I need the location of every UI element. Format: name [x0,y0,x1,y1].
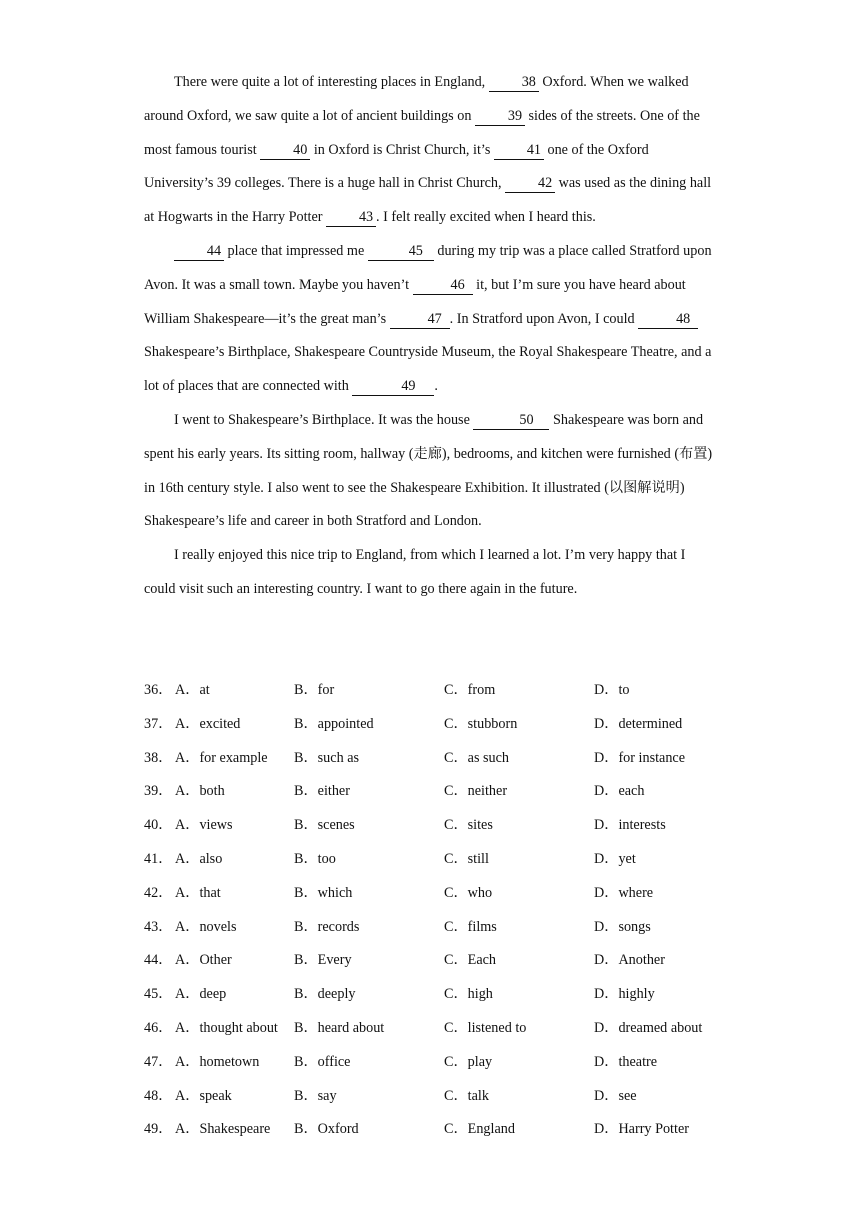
option-a[interactable] [175,1080,232,1114]
option-text: hometown [199,1053,260,1070]
option-letter: D． [594,850,619,867]
option-letter: C． [444,918,468,935]
option-text: heard about [317,1019,385,1036]
passage-text: . [434,378,438,395]
question-row [144,1080,744,1114]
option-letter: A． [175,1053,200,1070]
option-text: neither [467,783,508,800]
question-number: 43． [144,918,173,935]
option-text: also [199,850,223,867]
option-text: for [317,682,335,698]
option-letter: B． [294,918,318,935]
option-letter: C． [444,850,468,867]
option-letter: C． [444,682,468,698]
option-d[interactable] [594,708,682,742]
option-b[interactable] [294,911,359,945]
option-letter: D． [594,682,619,698]
option-text: Other [199,952,232,969]
option-text: who [467,884,493,901]
question-row [144,1046,744,1080]
question-number: 41． [144,850,173,867]
option-b[interactable] [294,708,374,742]
question-number: 37． [144,715,173,732]
option-letter: C． [444,1019,468,1036]
passage-text: . I felt really excited when I heard this. [376,209,596,226]
passage-text: during my trip was a place called Stratford upon Avon. It was a small town. Maybe you haven’t [144,242,712,293]
blank-42: 42 [505,174,555,193]
option-text: highly [618,986,655,1003]
question-row [144,1012,744,1046]
question-number: 39． [144,783,173,800]
option-a[interactable] [175,877,221,911]
paragraph-3 [144,404,718,539]
answer-options [144,674,744,1147]
option-c[interactable] [444,911,497,945]
passage-text: place that impressed me [224,242,368,259]
question-row [144,1113,744,1147]
option-text: interests [618,817,666,834]
blank-48: 48 [638,310,698,329]
option-letter: A． [175,1121,200,1138]
option-text: say [317,1087,337,1104]
option-b[interactable] [294,1012,384,1046]
option-text: scenes [317,817,355,834]
option-d[interactable] [594,1080,637,1114]
blank-44: 44 [174,242,224,261]
option-letter: D． [594,715,619,732]
question-number: 48． [144,1087,173,1104]
option-b[interactable] [294,809,355,843]
option-text: films [467,918,497,935]
option-b[interactable] [294,775,350,809]
passage-text: Shakespeare was born and spent his early years. Its sitting room, hallway (走廊), bedrooms, and kitchen were furnished (布置) in 16th century style. I also went to see the Shakespeare Exhibition. It illustrated (以图解说明) Shakespeare’s life and career in both Stratford and London. [144,411,713,530]
option-d[interactable] [594,843,636,877]
option-letter: A． [175,749,200,766]
option-letter: B． [294,749,318,766]
option-text: Another [618,952,665,969]
option-text: yet [618,850,636,867]
question-row [144,775,744,809]
option-letter: C． [444,783,468,800]
option-letter: D． [594,986,619,1003]
question-row [144,877,744,911]
option-letter: A． [175,1019,200,1036]
option-b[interactable] [294,674,334,708]
reading-passage [144,66,718,607]
option-text: office [317,1053,351,1070]
option-letter: B． [294,884,318,901]
option-letter: C． [444,749,468,766]
option-text: novels [199,918,237,935]
option-letter: A． [175,715,200,732]
option-d[interactable] [594,944,665,978]
option-letter: D． [594,749,619,766]
option-c[interactable] [444,978,493,1012]
option-b[interactable] [294,944,352,978]
question-row [144,809,744,843]
option-c[interactable] [444,742,509,776]
option-d[interactable] [594,1113,689,1147]
option-letter: B． [294,1053,318,1070]
option-d[interactable] [594,978,655,1012]
option-text: theatre [618,1053,658,1070]
option-text: records [317,918,360,935]
option-b[interactable] [294,1113,359,1147]
option-letter: A． [175,918,200,935]
question-number: 46． [144,1019,173,1036]
option-text: dreamed about [618,1019,703,1036]
option-text: too [317,850,336,867]
option-a[interactable] [175,978,226,1012]
option-letter: D． [594,1019,619,1036]
passage-text: in Oxford is Christ Church, it’s [310,141,494,158]
option-letter: B． [294,952,318,969]
option-text: deeply [317,986,356,1003]
option-text: which [317,884,353,901]
passage-text: There were quite a lot of interesting places in England, [174,74,489,90]
option-letter: D． [594,1087,619,1104]
paragraph-1 [144,66,718,235]
option-letter: D． [594,1053,619,1070]
option-c[interactable] [444,809,493,843]
option-letter: B． [294,783,318,800]
passage-text: I really enjoyed this nice trip to England, from which I learned a lot. I’m very happy that I could visit such an interesting country. I want to go there again in the future. [144,547,686,597]
option-letter: D． [594,918,619,935]
option-text: as such [467,749,510,766]
option-letter: B． [294,682,318,698]
option-letter: A． [175,783,200,800]
option-a[interactable] [175,742,268,776]
question-row [144,843,744,877]
option-letter: C． [444,884,468,901]
option-text: play [467,1053,493,1070]
question-number: 42． [144,884,173,901]
option-text: Oxford [317,1121,359,1138]
option-d[interactable] [594,911,651,945]
option-b[interactable] [294,1080,337,1114]
option-text: each [618,783,645,800]
option-c[interactable] [444,775,507,809]
option-a[interactable] [175,944,232,978]
passage-text: one of the Oxford University’s 39 colleges. There is a huge hall in Christ Church, [144,141,649,192]
option-text: deep [199,986,227,1003]
option-letter: C． [444,1087,468,1104]
blank-47: 47 [390,310,450,329]
option-letter: A． [175,1087,200,1104]
blank-45: 45 [368,242,434,261]
question-number: 44． [144,952,173,969]
blank-38: 38 [489,73,539,92]
option-text: still [467,850,489,867]
question-row [144,944,744,978]
blank-46: 46 [413,276,473,295]
option-b[interactable] [294,742,359,776]
option-letter: C． [444,715,468,732]
option-a[interactable] [175,843,222,877]
option-text: Each [467,952,497,969]
option-text: appointed [317,715,374,732]
option-a[interactable] [175,674,210,708]
option-letter: C． [444,1121,468,1138]
option-text: from [467,682,496,698]
option-letter: C． [444,817,468,834]
option-letter: C． [444,952,468,969]
option-text: thought about [199,1019,278,1036]
option-text: sites [467,817,493,834]
option-b[interactable] [294,1046,350,1080]
option-text: that [199,884,221,901]
option-text: stubborn [467,715,518,732]
passage-text: sides of the streets. One of the most famous tourist [144,107,700,158]
option-text: Shakespeare [199,1121,271,1138]
paragraph-4 [144,539,718,607]
option-text: at [199,682,210,698]
question-row [144,708,744,742]
passage-text: Shakespeare’s Birthplace, Shakespeare Countryside Museum, the Royal Shakespeare Theatre, and a lot of places that are connected with [144,344,712,395]
option-text: views [199,817,233,834]
option-a[interactable] [175,1046,259,1080]
option-letter: B． [294,850,318,867]
option-letter: C． [444,986,468,1003]
option-text: where [618,884,654,901]
option-d[interactable] [594,674,629,708]
passage-text: . In Stratford upon Avon, I could [449,310,639,327]
option-c[interactable] [444,1080,489,1114]
option-letter: D． [594,1121,619,1138]
option-text: England [467,1121,515,1138]
option-text: excited [199,715,241,732]
question-row [144,911,744,945]
option-d[interactable] [594,877,653,911]
blank-49: 49 [352,377,434,396]
option-a[interactable] [175,809,233,843]
option-letter: B． [294,986,318,1003]
paragraph-2 [144,235,718,404]
option-text: speak [199,1087,232,1104]
question-number: 45． [144,986,173,1003]
option-c[interactable] [444,1012,526,1046]
option-d[interactable] [594,775,644,809]
option-text: talk [467,1087,489,1104]
option-letter: B． [294,715,318,732]
option-a[interactable] [175,775,225,809]
question-row [144,978,744,1012]
option-letter: B． [294,1087,318,1104]
option-b[interactable] [294,978,355,1012]
option-c[interactable] [444,1113,515,1147]
option-a[interactable] [175,911,236,945]
passage-text: I went to Shakespeare’s Birthplace. It was the house [174,411,474,428]
option-text: listened to [467,1019,527,1036]
option-text: songs [618,918,651,935]
blank-43: 43 [326,208,376,227]
option-letter: A． [175,850,200,867]
question-number: 49． [144,1121,173,1138]
blank-41: 41 [494,141,544,160]
question-number: 47． [144,1053,173,1070]
option-letter: B． [294,817,318,834]
option-letter: A． [175,817,200,834]
option-letter: A． [175,682,200,698]
option-b[interactable] [294,843,336,877]
question-number: 40． [144,817,173,834]
option-letter: D． [594,817,619,834]
option-a[interactable] [175,708,240,742]
option-c[interactable] [444,944,496,978]
question-row [144,674,744,708]
blank-50: 50 [473,411,549,430]
option-letter: D． [594,952,619,969]
option-text: to [618,682,630,698]
option-text: both [199,783,225,800]
option-d[interactable] [594,809,666,843]
option-letter: A． [175,952,200,969]
option-c[interactable] [444,674,495,708]
blank-39: 39 [475,107,525,126]
passage-text: Oxford. When we walked around Oxford, we saw quite a lot of ancient buildings on [144,74,689,124]
option-text: Every [317,952,352,969]
option-letter: C． [444,1053,468,1070]
option-c[interactable] [444,1046,492,1080]
option-c[interactable] [444,708,517,742]
option-text: Harry Potter [618,1121,689,1138]
option-letter: B． [294,1121,318,1138]
passage-text: was used as the dining hall at Hogwarts in the Harry Potter [144,175,712,226]
option-text: such as [317,749,360,766]
option-letter: B． [294,1019,318,1036]
option-a[interactable] [175,1113,270,1147]
question-number: 38． [144,749,173,766]
option-b[interactable] [294,877,352,911]
option-text: determined [618,715,683,732]
option-letter: D． [594,783,619,800]
option-text: for instance [618,749,686,766]
option-c[interactable] [444,843,489,877]
question-number: 36． [144,682,173,698]
passage-text: it, but I’m sure you have heard about William Shakespeare—it’s the great man’s [144,276,686,327]
option-letter: D． [594,884,619,901]
question-row [144,742,744,776]
option-d[interactable] [594,742,685,776]
option-text: high [467,986,493,1003]
option-text: see [618,1087,637,1104]
option-a[interactable] [175,1012,278,1046]
option-text: for example [199,749,268,766]
option-letter: A． [175,986,200,1003]
option-letter: A． [175,884,200,901]
option-d[interactable] [594,1046,657,1080]
option-d[interactable] [594,1012,702,1046]
option-c[interactable] [444,877,492,911]
blank-40: 40 [260,141,310,160]
option-text: either [317,783,350,800]
